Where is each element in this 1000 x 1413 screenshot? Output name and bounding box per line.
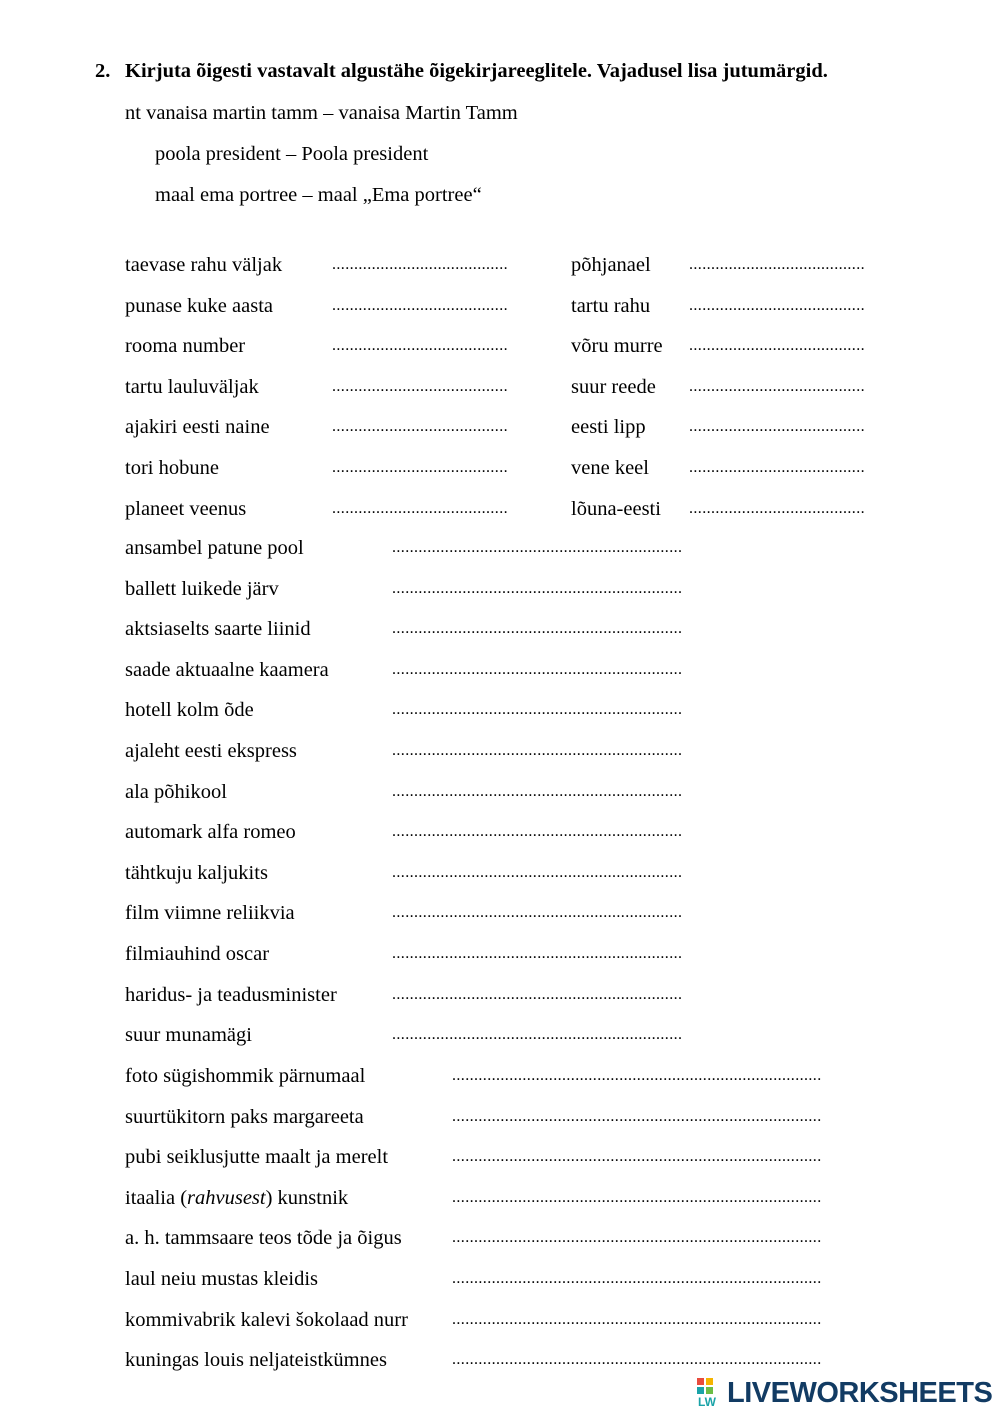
task-number: 2. [95,60,111,82]
answer-blank[interactable]: .................................................................. [392,823,683,841]
answer-blank[interactable]: .................................................................................... [452,1351,822,1369]
answer-blank[interactable]: ........................................ [689,256,865,273]
term-item: hotell kolm õde [125,699,254,722]
example-line-1: nt vanaisa martin tamm – vanaisa Martin Tamm [125,102,518,124]
answer-blank[interactable]: .................................................................. [392,904,683,922]
term-text: suurtükitorn paks margareeta [125,1105,364,1128]
term-left: taevase rahu väljak [125,254,283,276]
answer-blank[interactable]: .................................................................. [392,701,683,719]
term-item-long [125,1306,408,1334]
answer-blank[interactable]: .................................................................. [392,539,683,556]
term-text: laul neiu mustas kleidis [125,1268,319,1290]
term-text-italic: rahvusest [187,1186,266,1209]
term-right: eesti lipp [571,416,646,439]
answer-blank[interactable]: .................................................................. [392,782,683,800]
term-item: tähtkuju kaljukits [125,861,268,884]
svg-text:LW: LW [698,1395,716,1408]
term-item-long [125,1224,402,1252]
answer-blank[interactable]: .................................................................................... [452,1067,822,1084]
term-item: saade aktuaalne kaamera [125,658,329,681]
term-item: aktsiaselts saarte liinid [125,618,311,641]
term-item-long [125,1103,364,1131]
answer-blank[interactable]: ........................................ [332,296,508,314]
term-item-long [125,1062,365,1090]
term-item-long [125,1265,318,1293]
answer-blank[interactable]: .................................................................................... [452,1229,822,1247]
answer-blank[interactable]: ........................................ [332,337,508,355]
term-item-long [125,1143,388,1171]
answer-blank[interactable]: ........................................ [689,459,865,476]
answer-blank[interactable]: .................................................................. [392,579,683,597]
answer-blank[interactable]: .................................................................. [392,660,683,678]
term-left: ajakiri eesti naine [125,416,270,439]
term-item: filmiauhind oscar [125,943,270,965]
term-item: suur munamägi [125,1024,252,1047]
answer-blank[interactable]: .................................................................. [392,985,683,1003]
term-text: foto sügishommik pärnumaal [125,1065,366,1087]
example-line-2: poola president – Poola president [155,143,429,165]
answer-blank[interactable]: ........................................ [332,377,508,395]
term-left: punase kuke aasta [125,294,273,317]
term-item: ala põhikool [125,780,227,803]
answer-blank[interactable]: .................................................................. [392,1026,683,1044]
term-text: pubi seiklusjutte maalt ja merelt [125,1146,389,1169]
liveworksheets-logo-icon [697,1378,723,1408]
term-right: lõuna-eesti [571,497,661,520]
term-right: tartu rahu [571,294,651,317]
answer-blank[interactable]: .................................................................. [392,742,683,759]
task-heading [95,60,828,83]
term-left: tori hobune [125,457,219,479]
answer-blank[interactable]: .................................................................. [392,945,683,962]
term-item: film viimne reliikvia [125,902,295,925]
answer-blank[interactable]: ........................................ [689,499,865,517]
term-text: kuningas louis neljateistkümnes [125,1349,387,1372]
term-item: ansambel patune pool [125,537,304,559]
answer-blank[interactable]: .................................................................. [392,863,683,881]
term-item: ballett luikede järv [125,577,279,600]
answer-blank[interactable]: .................................................................................... [452,1270,822,1287]
term-right: põhjanael [571,254,651,276]
term-item: ajaleht eesti ekspress [125,740,297,762]
term-right: võru murre [571,335,663,358]
answer-blank[interactable]: ........................................ [689,377,865,395]
example-line-3: maal ema portree – maal „Ema portree“ [155,184,482,206]
answer-blank[interactable]: ........................................ [689,418,865,436]
answer-blank[interactable]: ........................................ [332,459,508,476]
liveworksheets-logo [697,1376,992,1410]
answer-blank[interactable]: .................................................................. [392,620,683,638]
term-text: a. h. tammsaare teos tõde ja õigus [125,1227,402,1250]
term-text: kommivabrik kalevi šokolaad nurr [125,1308,408,1331]
term-left: rooma number [125,335,246,358]
answer-blank[interactable]: .................................................................................... [452,1107,822,1125]
term-right: suur reede [571,375,656,398]
answer-blank[interactable]: .................................................................................... [452,1148,822,1166]
term-item-long [125,1184,348,1212]
term-left: tartu lauluväljak [125,375,259,398]
term-item-long [125,1346,387,1374]
task-instruction: Kirjuta õigesti vastavalt algustähe õigekirjareeglitele. Vajadusel lisa jutumärgid. [125,60,828,82]
term-item: automark alfa romeo [125,821,296,844]
answer-blank[interactable]: ........................................ [689,296,865,314]
answer-blank[interactable]: ........................................ [332,499,508,517]
answer-blank[interactable]: .................................................................................... [452,1310,822,1328]
brand-name: LIVEWORKSHEETS [727,1376,993,1409]
term-text: itaalia ( [125,1186,188,1209]
answer-blank[interactable]: .................................................................................... [452,1188,822,1206]
term-left: planeet veenus [125,497,247,520]
term-item: haridus- ja teadusminister [125,983,337,1006]
answer-blank[interactable]: ........................................ [689,337,865,355]
term-right: vene keel [571,457,649,479]
answer-blank[interactable]: ........................................ [332,418,508,436]
answer-blank[interactable]: ........................................ [332,256,508,273]
term-text: ) kunstnik [265,1186,349,1209]
